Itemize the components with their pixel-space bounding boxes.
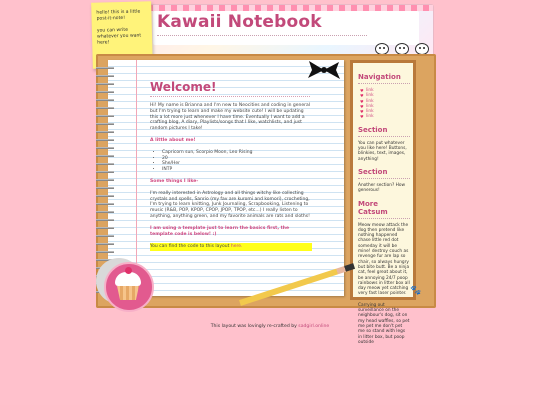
nav-link[interactable]: ♥ link bbox=[366, 104, 410, 109]
list-item: • INTP bbox=[162, 167, 312, 173]
sidebar-divider bbox=[358, 83, 410, 84]
bow-icon bbox=[306, 58, 342, 82]
nav-link[interactable]: ♥ link bbox=[366, 88, 410, 93]
code-highlight bbox=[150, 243, 312, 251]
template-note: I am using a template just to learn the basics first, the template code is below! :) bbox=[150, 225, 290, 237]
likes-text: I'm really interested in Astrology and all things witchy like collecting crystals and spells, Sanrio (my fav are kuromi and komori), crocheting, I'm trying to learn knitting, Junk Journaling, Scrapbooking, Listening to music (R&B, POP, KPOP, CPOP, JPOP, TPOP, etc...) I really listen to anything, anything green, and my favorite animals are rats and sloths! bbox=[150, 190, 310, 219]
sidebar-divider bbox=[358, 178, 410, 179]
paw-icon: 🐾 bbox=[410, 286, 422, 296]
section-title: Section bbox=[358, 125, 388, 134]
cupcake-cherry bbox=[125, 267, 132, 274]
about-heading: A little about me! bbox=[150, 137, 196, 143]
sticky-note-line: you can write whatever you want here! bbox=[96, 27, 142, 46]
nav-link[interactable]: ♥ link bbox=[366, 114, 410, 119]
title-underline bbox=[157, 35, 367, 36]
list-item: • Capricorn sun, Scorpio Moon, Leo Rising bbox=[162, 150, 312, 156]
catsum-text: Meow meow attack the dog then pretend like nothing happened chase little red dot someday it will be mine! destroy couch as revenge fur are lap so chair, so always hungry but bite butt. Be a ninja cat, feel great about it, be annoying 24/7 poop rainbows in litter box all day meow yet catching very fast laser pointer. bbox=[358, 222, 410, 297]
code-link[interactable]: here. bbox=[230, 244, 243, 250]
catsum-text: Carrying out surveillance on the neighbour's dog, sit on my head waffles, so pet me pet me don't pet me so stand with legs in litter box, but poop outside bbox=[358, 302, 410, 345]
footer-text: This layout was lovingly re-crafted by bbox=[210, 324, 299, 329]
list-item: • 20 bbox=[162, 156, 312, 162]
section-text: You can put whatever you like here! Buttons, blinkies, text, images, anything! bbox=[358, 140, 407, 162]
sticky-note-line: hello! this is a little post-it-note! bbox=[96, 9, 141, 22]
catsum-title: More Catsum bbox=[358, 199, 388, 216]
sidebar bbox=[350, 60, 416, 345]
sidebar-divider bbox=[358, 218, 410, 219]
section-text: Another section? How generous! bbox=[358, 182, 405, 194]
code-prefix: You can find the code to this layout bbox=[150, 244, 231, 250]
cupcake-frosting bbox=[115, 272, 141, 286]
footer-link[interactable]: sadgirl.online bbox=[298, 324, 330, 329]
nav-link[interactable]: ♥ link bbox=[366, 93, 410, 98]
list-item: • She/Her bbox=[162, 161, 312, 167]
nav-title: Navigation bbox=[358, 73, 401, 81]
footer bbox=[0, 324, 540, 329]
facts-list bbox=[162, 150, 312, 173]
likes-heading: Some things I like- bbox=[150, 178, 199, 184]
cupcake-wrapper bbox=[117, 286, 139, 300]
spiral-binding bbox=[96, 64, 114, 294]
section-title: Section bbox=[358, 167, 388, 176]
sidebar-divider bbox=[358, 136, 410, 137]
welcome-heading: Welcome! bbox=[150, 80, 217, 94]
heading-divider bbox=[150, 96, 310, 97]
cupcake-icon bbox=[104, 262, 154, 312]
nav-list bbox=[358, 88, 410, 120]
nav-link[interactable]: ♥ link bbox=[366, 99, 410, 104]
nav-link[interactable]: ♥ link bbox=[366, 109, 410, 114]
main-content bbox=[150, 80, 312, 251]
intro-text: Hi! My name is Brianna and I'm new to Neocities and coding in general but I'm trying to learn and make my website cute! I will be updating this a lot more just whenever I have time. Eventually I want to add a crafting blog, A diary, Playlists/songs that I like, watchlists, and just random pictures I take! bbox=[150, 103, 311, 132]
site-title[interactable]: Kawaii Notebook bbox=[157, 12, 322, 32]
